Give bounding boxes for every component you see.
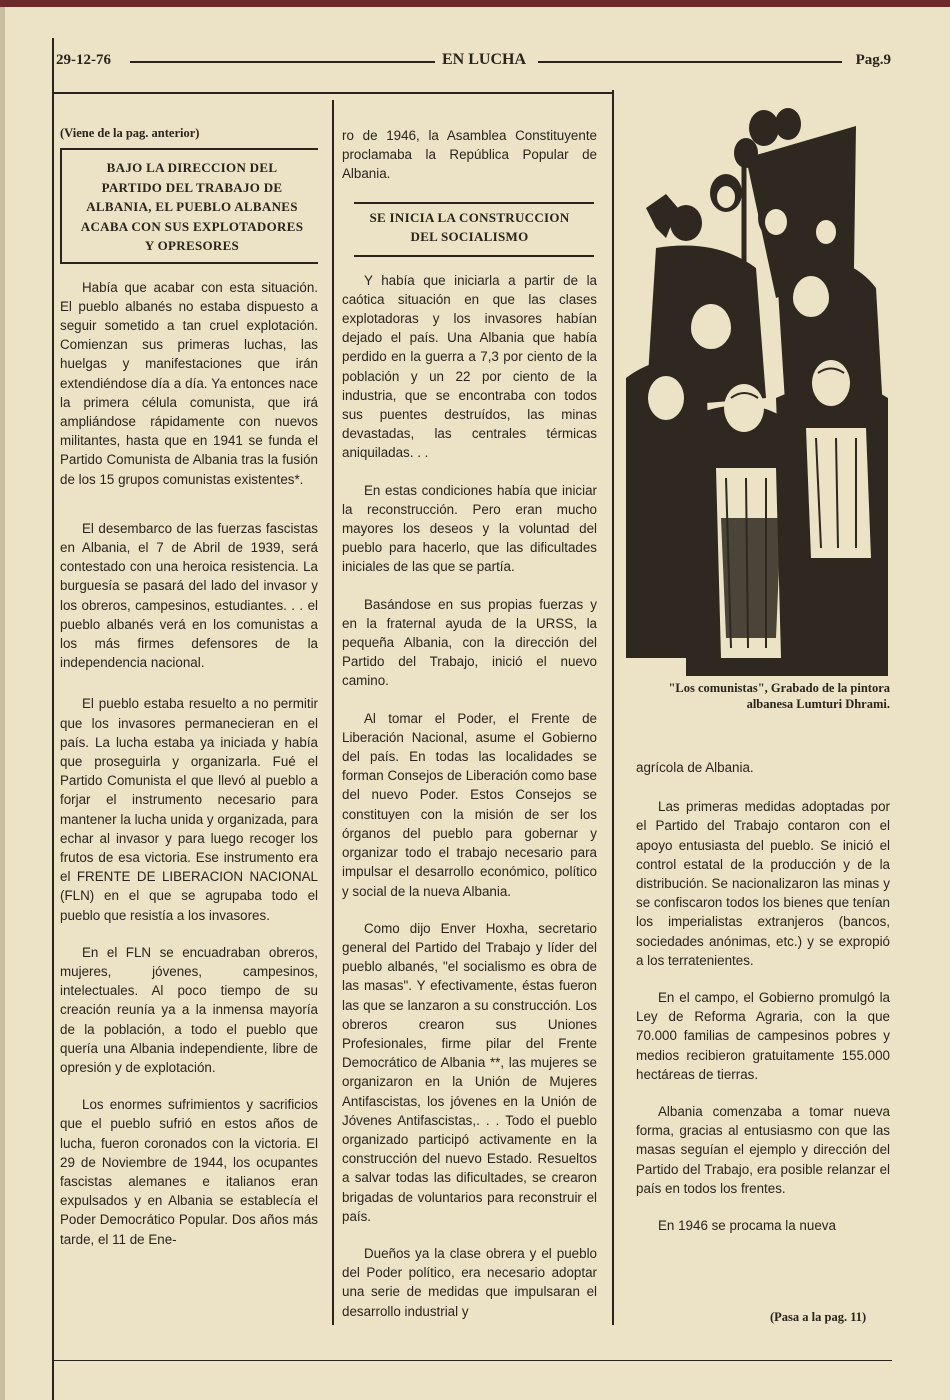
heading-rule-top <box>60 148 318 150</box>
paragraph: El desembarco de las fuerzas fascistas en Albania, el 7 de Abril de 1939, será contestado con una heroica resistencia. La burguesía se pasará del lado del invasor y los obreros, campesinos, estudiantes. . . el pueblo albanés verá en los comunistas a los más firmes defensores de la independencia nacional. <box>60 520 318 671</box>
left-margin-rule <box>52 38 54 1400</box>
paragraph: En el FLN se encuadraban obreros, mujeres, jóvenes, campesinos, intelectuales. Al poco tiempo de su creación reunía ya a la inmensa mayoría de la población, a todo el pueblo que quería una Albania independiente, libre de opresión y de explotación. <box>60 944 318 1076</box>
paragraph: El pueblo estaba resuelto a no permitir que los invasores permanecieran en el país. La lucha estaba ya iniciada y había que proseguirla y organizarla. Fué el Partido Comunista el que llevó al pueblo a forjar el instrumento necesario para mantener la lucha unida y organizada, para echar al invasor y para luego recoger los frutos de esa victoria. Ese instrumento era el FRENTE DE LIBERACION NACIONAL (FLN) en el que se agrupaba todo el pueblo que resistía a los invasores. <box>60 696 318 923</box>
paragraph: Había que acabar con esta situación. El pueblo albanés no estaba dispuesto a seguir sometido a tan cruel explotación. Comienzan sus primeras luchas, las huelgas y manifestaciones que irán extendiéndose día a día. Ya entonces nace la primera célula comunista, que irá ampliándose rápidamente con nuevos militantes, hasta que en 1941 se funda el Partido Comunista de Albania tras la fusión de los 15 grupos comunistas existentes*. <box>60 279 318 487</box>
engraving-illustration <box>626 98 888 676</box>
paragraph: Basándose en sus propias fuerzas y en la fraternal ayuda de la URSS, la pequeña Albania, con la dirección del Partido del Trabajo, inició el nuevo camino. <box>342 596 597 689</box>
heading-line: PARTIDO DEL TRABAJO DE <box>101 179 283 195</box>
heading-rule-bottom <box>60 262 318 264</box>
paragraph: Dueños ya la clase obrera y el pueblo del Poder político, era necesario adoptar una serie de medidas que impulsaran el desarrollo industrial y <box>342 1245 597 1319</box>
heading-line: DEL SOCIALISMO <box>410 229 529 245</box>
section-heading-box-2 <box>342 202 597 257</box>
paragraph: En estas condiciones había que iniciar la reconstrucción. Pero eran mucho mayores los deseos y la voluntad del pueblo para hacerlo, que las dificultades iniciales de las que se partía. <box>342 482 597 575</box>
header-rule-right <box>538 61 842 63</box>
paragraph: En 1946 se procama la nueva <box>658 1218 836 1234</box>
paragraph: Al tomar el Poder, el Frente de Liberación Nacional, asume el Gobierno del país. En todas las localidades se forman Consejos de Liberación como base del nuevo Poder. Estos Consejos se constituyen con la misión de ser los órganos del pueblo para gobernar y organizar todo el trabajo necesario para impulsar el desarrollo económico, político y social de la nueva Albania. <box>342 710 597 899</box>
column-divider-2 <box>612 90 614 1325</box>
heading-rule-side <box>60 148 62 264</box>
paragraph: Y había que iniciarla a partir de la caótica situación en que las clases explotadoras y los invasores habían dejado el país. Una Albania que había perdido en la guerra a 7,3 por ciento de la población y un 22 por ciento de la industria, que se encontraba con todos sus puentes destruídos, las minas devastadas, las centrales térmicas aniquiladas. . . <box>342 272 597 461</box>
section-heading-box-1 <box>60 148 318 264</box>
heading-line: SE INICIA LA CONSTRUCCION <box>369 209 570 225</box>
section-heading-2 <box>342 208 597 247</box>
header-rule-left <box>130 61 435 63</box>
page-number: Pag.9 <box>855 52 891 68</box>
heading-line: ALBANIA, EL PUEBLO ALBANES <box>86 199 298 214</box>
paragraph: Las primeras medidas adoptadas por el Partido del Trabajo contaron con el apoyo entusiasta del pueblo. Se inició el control estatal de la producción y de la distribución. Se nacionalizaron las minas y se confiscaron todos los bienes que tenían los imperialistas extranjeros (bancos, sociedades anónimas, etc.) y se expropió a los terratenientes. <box>636 799 890 968</box>
page-header <box>56 52 891 72</box>
column-divider-1 <box>332 100 334 1325</box>
paragraph: Albania comenzaba a tomar nueva forma, gracias al entusiasmo con que las masas seguían el ejemplo y dirección del Partido del Trabajo, era posible relanzar el país en todos los frentes. <box>636 1104 890 1196</box>
engraving-svg <box>626 98 888 676</box>
heading-rule-top <box>354 202 594 204</box>
column-3 <box>636 758 890 1253</box>
paragraph: Como dijo Enver Hoxha, secretario general del Partido del Trabajo y líder del pueblo albanés, "el socialismo es obra de las masas". Y efectivamente, éstas fueron las que se lanzaron a su construcción. Los obreros crearon sus Uniones Profesionales, firme pilar del Frente Democrático de Albania **, las mujeres se organizaron en la Unión de Mujeres Antifascistas, los jóvenes en la Unión de Jóvenes Antifascistas,. . . Todo el pueblo organizado participó activamente en la construcción del nuevo Estado. Resueltos a salvar todas las dificultades, se crearon brigadas de voluntarios para reconstruir el país. <box>342 920 597 1224</box>
continued-from-note: (Viene de la pag. anterior) <box>60 126 200 140</box>
image-caption: "Los comunistas", Grabado de la pintora albanesa Lumturi Dhrami. <box>668 681 890 711</box>
continued-to-note: (Pasa a la pag. 11) <box>770 1310 867 1324</box>
paragraph: Los enormes sufrimientos y sacrificios que el pueblo sufrió en estos años de lucha, fueron coronados con la victoria. El 29 de Noviembre de 1944, los ocupantes fascistas alemanes e italianos eran expulsados y en Albania se establecía el Poder Democrático Popular. Dos años más tarde, el 11 de Ene- <box>60 1097 318 1247</box>
section-heading-1 <box>66 158 318 256</box>
column-1 <box>60 148 318 1267</box>
heading-line: ACABA CON SUS EXPLOTADORES <box>80 218 304 234</box>
heading-line: Y OPRESORES <box>144 238 240 253</box>
paragraph: ro de 1946, la Asamblea Constituyente proclamaba la República Popular de Albania. <box>342 128 597 182</box>
bottom-rule <box>52 1360 892 1361</box>
paragraph: En el campo, el Gobierno promulgó la Ley de Reforma Agraria, con la que 70.000 familias de campesinos pobres y medios recibieron gratuitamente 155.000 hectáreas de tierras. <box>636 990 890 1082</box>
paragraph: agrícola de Albania. <box>636 760 754 775</box>
column-2 <box>342 126 597 1339</box>
binding-strip <box>0 0 950 7</box>
issue-date: 29-12-76 <box>56 52 111 68</box>
page-edge <box>0 7 5 1400</box>
heading-line: BAJO LA DIRECCION DEL <box>106 160 278 175</box>
heading-rule-bottom <box>354 255 594 257</box>
publication-title: EN LUCHA <box>442 51 527 68</box>
top-rule <box>52 92 612 94</box>
